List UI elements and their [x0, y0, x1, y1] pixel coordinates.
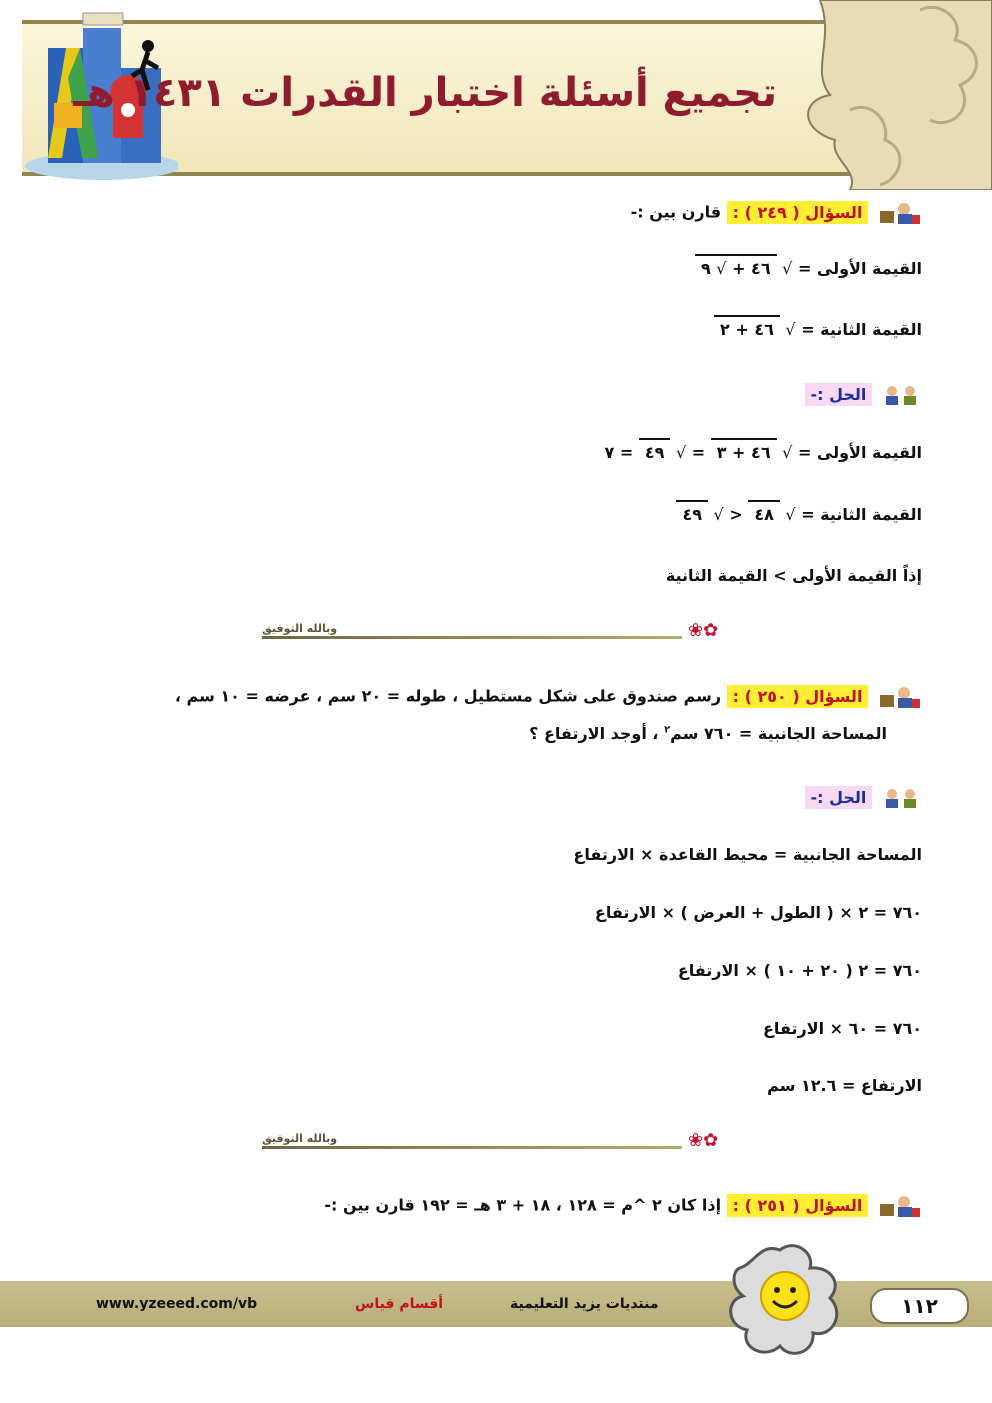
solution-heading-250: [805, 787, 923, 809]
unit-exponent: ٢: [664, 724, 671, 736]
solution-step: المساحة الجانبية = محيط القاعدة × الارتفاع: [573, 845, 922, 864]
solution-step-1: [605, 443, 922, 462]
question-text-2a: المساحة الجانبية = ٧٦٠ سم: [670, 724, 887, 743]
value-2-line: [714, 320, 922, 339]
radicand-b: + ٣: [716, 443, 746, 462]
step-result: = ٧: [604, 443, 634, 462]
radicand-c: ٤٩: [639, 443, 671, 462]
puzzle-piece-icon: [790, 0, 992, 190]
solution-step: ٧٦٠ = ٢ ( ٢٠ + ١٠ ) × الارتفاع: [677, 961, 922, 980]
solution-heading-249: [805, 384, 923, 406]
page-title: تجميع أسئلة اختبار القدرات ١٤٣١ هـ: [73, 70, 777, 116]
question-text-2b: ، أوجد الارتفاع ؟: [529, 724, 665, 743]
solution-step: الارتفاع = ١٢.٦ سم: [767, 1076, 922, 1095]
equals-sign: =: [691, 443, 706, 462]
solution-label: الحل :-: [805, 383, 873, 406]
student-reading-icon: [878, 201, 922, 225]
root-sign-icon: √: [785, 505, 796, 524]
root-sign-icon: √: [716, 259, 727, 278]
question-text: قارن بين :-: [630, 202, 722, 222]
separator-line: [262, 1146, 682, 1149]
separator-text: وبالله التوفيق: [262, 622, 338, 635]
value-2-label: القيمة الثانية =: [801, 320, 922, 339]
solution-step-2: [676, 505, 922, 524]
question-text: إذا كان ٢ ^م = ١٢٨ ، ١٨ + ٣ هـ = ١٩٢ قارن بين :-: [324, 1195, 722, 1215]
solution-step: ٧٦٠ = ٢ × ( الطول + العرض ) × الارتفاع: [594, 903, 922, 922]
radicand-a: ٤٨: [748, 505, 780, 524]
question-label: السؤال ( ٢٥١ ) :: [727, 1194, 869, 1217]
question-text-1: رسم صندوق على شكل مستطيل ، طوله = ٢٠ سم ، عرضه = ١٠ سم ،: [174, 686, 722, 706]
value-1-label: القيمة الأولى =: [797, 259, 922, 278]
separator-text: وبالله التوفيق: [262, 1132, 338, 1145]
solution-step: ٧٦٠ = ٦٠ × الارتفاع: [763, 1019, 922, 1038]
radicand: ٤٦ + ٢: [714, 320, 780, 339]
radicand-a: ٤٦: [751, 443, 771, 462]
rose-icon: ✿❀: [688, 1130, 719, 1151]
less-than-sign: <: [729, 505, 743, 524]
footer-forum-name: منتديات يزيد التعليمية: [510, 1296, 659, 1312]
footer-url[interactable]: www.yzeeed.com/vb: [96, 1296, 258, 1312]
radicand-outer: [695, 259, 777, 278]
step-label: القيمة الثانية =: [801, 505, 922, 524]
student-reading-icon: [878, 685, 922, 709]
question-251: [324, 1194, 922, 1218]
root-sign-icon: √: [782, 259, 793, 278]
root-sign-icon: √: [713, 505, 724, 524]
separator-line: [262, 636, 682, 639]
page-number: ١١٢: [870, 1288, 969, 1324]
question-label: السؤال ( ٢٤٩ ) :: [727, 201, 869, 224]
value-1-line: [695, 259, 922, 278]
plus-sign: +: [732, 259, 746, 278]
footer-sections-link[interactable]: أقسام قياس: [355, 1296, 444, 1312]
radicand-b: ٩: [700, 259, 711, 278]
root-sign-icon: √: [782, 443, 793, 462]
step-label: القيمة الأولى =: [797, 443, 922, 462]
students-icon: [882, 384, 922, 406]
question-250: [175, 685, 922, 709]
students-icon: [882, 787, 922, 809]
student-reading-icon: [878, 1194, 922, 1218]
conclusion: إذاً القيمة الأولى > القيمة الثانية: [665, 566, 922, 585]
question-label: السؤال ( ٢٥٠ ) :: [727, 685, 869, 708]
radicand: [711, 443, 777, 462]
rose-icon: ✿❀: [688, 620, 719, 641]
smiley-puzzle-icon: [725, 1238, 850, 1363]
radicand-a: ٤٦: [751, 259, 771, 278]
question-249: [631, 201, 922, 225]
solution-label: الحل :-: [805, 786, 873, 809]
root-sign-icon: √: [675, 443, 687, 462]
radicand-b: ٤٩: [676, 505, 708, 524]
root-sign-icon: √: [785, 320, 796, 339]
question-250-line-2: [529, 724, 887, 743]
